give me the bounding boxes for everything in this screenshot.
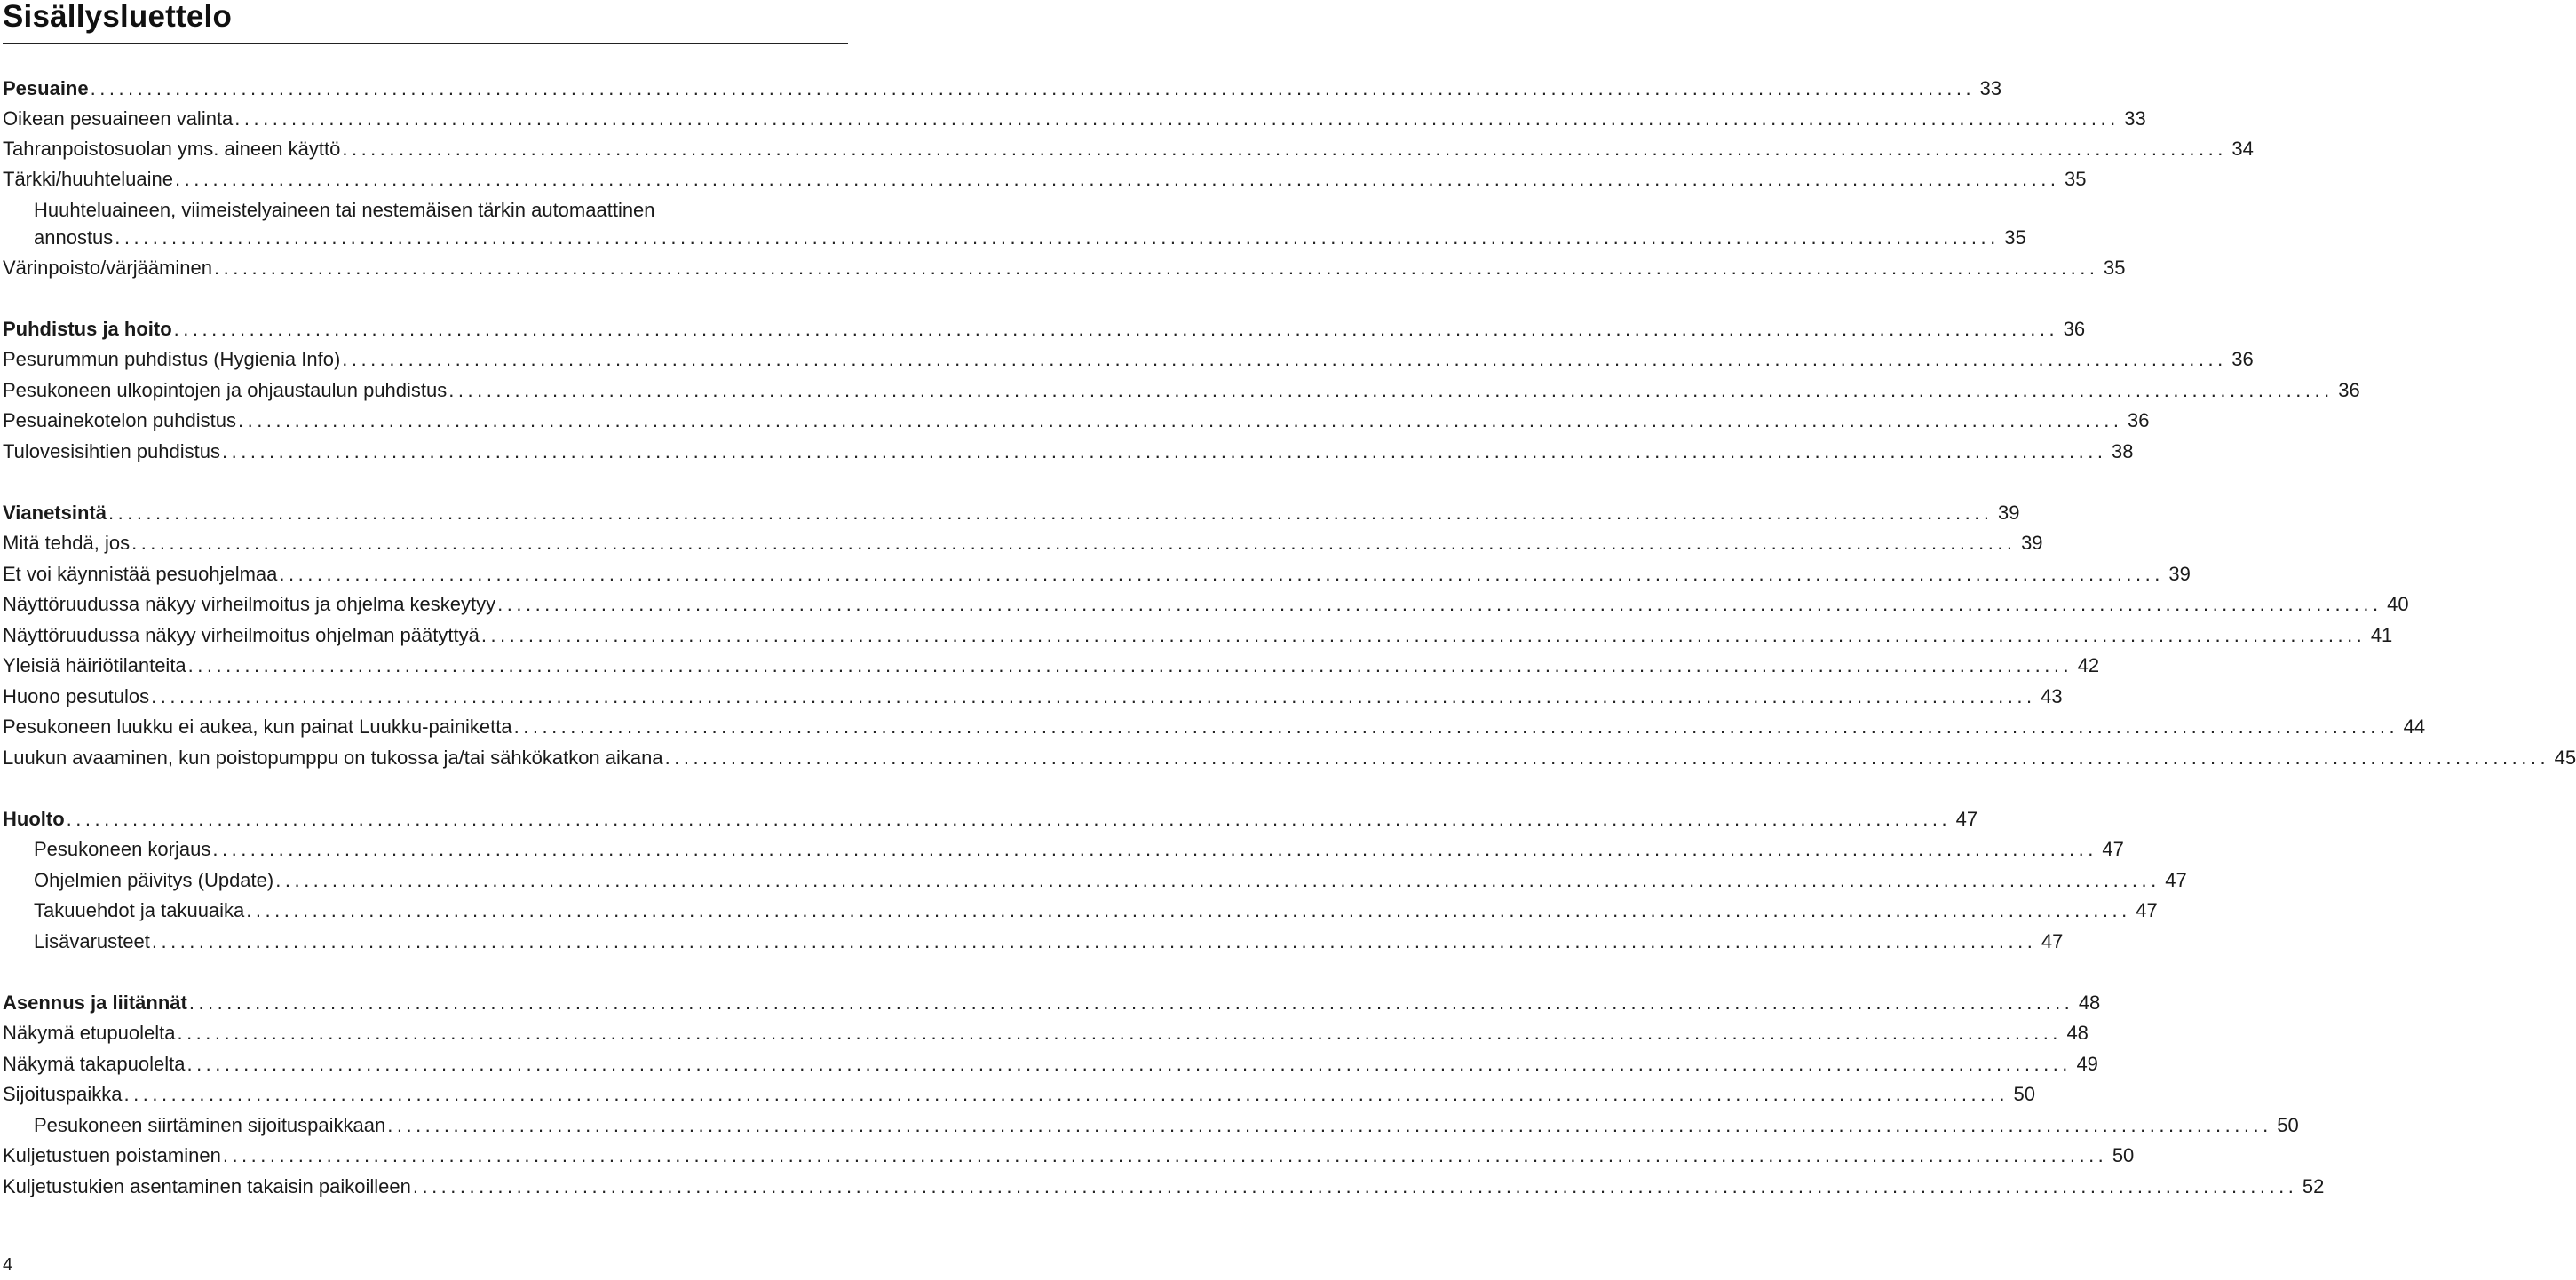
toc-entry[interactable]: [3, 255, 2126, 281]
dot-leader: ........................................................................................................................................................................................................: [175, 168, 2060, 190]
page-title: Sisällysluettelo: [3, 0, 233, 34]
dot-leader: ........................................................................................................................................................................................................: [187, 654, 2073, 676]
dot-leader: ........................................................................................................................................................................................................: [480, 624, 2366, 646]
dot-leader: ........................................................................................................................................................................................................: [107, 502, 1993, 524]
toc-entry-page: 45: [2554, 747, 2576, 769]
toc-entry[interactable]: [3, 1112, 2299, 1139]
toc-entry-page: 39: [1997, 502, 2020, 524]
title-divider: [3, 43, 848, 44]
toc-entry-page: 36: [2063, 318, 2086, 340]
toc-entry-label: Asennus ja liitännät: [3, 992, 187, 1014]
toc-entry-page: 35: [2065, 168, 2087, 190]
toc-entry-label: Pesukoneen luukku ei aukea, kun painat Luukku-painiketta: [3, 715, 512, 738]
toc-section-heading[interactable]: [3, 75, 2002, 102]
toc-entry[interactable]: [3, 1173, 2325, 1200]
toc-entry-label: Pesuaine: [3, 77, 89, 99]
toc-entry[interactable]: [3, 166, 2087, 193]
dot-leader: ........................................................................................................................................................................................................: [664, 747, 2550, 769]
toc-entry-label: Huolto: [3, 808, 65, 830]
toc-entry[interactable]: [3, 1020, 2089, 1047]
toc-entry-page: 38: [2111, 440, 2134, 462]
toc-entry-page: 49: [2076, 1053, 2098, 1075]
toc-entry-label: Näkymä etupuolelta: [3, 1022, 176, 1044]
toc-entry-page: 39: [2021, 532, 2043, 554]
dot-leader: ........................................................................................................................................................................................................: [342, 348, 2227, 370]
toc-entry[interactable]: [3, 867, 2187, 894]
toc-entry-label: Tahranpoistosuolan yms. aineen käyttö: [3, 138, 341, 160]
toc-entry-label: Puhdistus ja hoito: [3, 318, 172, 340]
toc-entry-page: 39: [2168, 563, 2191, 585]
toc-entry-label: Pesukoneen ulkopintojen ja ohjaustaulun puhdistus: [3, 379, 448, 401]
toc-entry-page: 48: [2078, 992, 2101, 1014]
dot-leader: ........................................................................................................................................................................................................: [186, 1053, 2072, 1075]
toc-entry-label: Värinpoisto/värjääminen: [3, 257, 213, 279]
toc-entry[interactable]: [3, 928, 2064, 955]
toc-entry-page: 33: [1979, 77, 2002, 99]
dot-leader: ........................................................................................................................................................................................................: [214, 257, 2099, 279]
toc-entry-label: Näkymä takapuolelta: [3, 1053, 186, 1075]
toc-entry-label: Tulovesisihtien puhdistus: [3, 440, 220, 462]
dot-leader: ........................................................................................................................................................................................................: [151, 685, 2036, 707]
toc-entry[interactable]: [3, 1142, 2135, 1169]
dot-leader: ........................................................................................................................................................................................................: [246, 899, 2131, 921]
toc-section-heading[interactable]: [3, 990, 2101, 1016]
dot-leader: ........................................................................................................................................................................................................: [234, 107, 2120, 130]
toc-entry[interactable]: [3, 561, 2191, 588]
dot-leader: ........................................................................................................................................................................................................: [123, 1083, 2009, 1105]
toc-entry[interactable]: [3, 897, 2158, 924]
toc-section-heading[interactable]: [3, 316, 2086, 343]
toc-entry[interactable]: [3, 652, 2100, 679]
toc-entry-page: 35: [2004, 226, 2026, 249]
toc-entry-label: Pesurummun puhdistus (Hygienia Info): [3, 348, 341, 370]
dot-leader: ........................................................................................................................................................................................................: [90, 77, 1976, 99]
toc-entry-page: 44: [2403, 715, 2426, 738]
toc-entry-label: Yleisiä häiriötilanteita: [3, 654, 186, 676]
toc-entry-label: Huuhteluaineen, viimeistelyaineen tai nestemäisen tärkin automaattinen: [34, 199, 655, 221]
toc-entry-page: 35: [2104, 257, 2126, 279]
dot-leader: ........................................................................................................................................................................................................: [222, 1144, 2108, 1166]
toc-entry-page: 48: [2066, 1022, 2089, 1044]
toc-entry[interactable]: [3, 1051, 2098, 1078]
dot-leader: ........................................................................................................................................................................................................: [387, 1114, 2272, 1136]
toc-entry-label: Luukun avaaminen, kun poistopumppu on tukossa ja/tai sähkökatkon aikana: [3, 747, 663, 769]
toc-entry-page: 47: [2102, 838, 2124, 860]
toc-entry-label: Kuljetustukien asentaminen takaisin paikoilleen: [3, 1175, 411, 1197]
dot-leader: ........................................................................................................................................................................................................: [188, 992, 2074, 1014]
toc-entry[interactable]: [3, 745, 2576, 771]
toc-entry-page: 43: [2041, 685, 2063, 707]
dot-leader: ........................................................................................................................................................................................................: [342, 138, 2227, 160]
toc-entry-label: Pesuainekotelon puhdistus: [3, 409, 236, 431]
dot-leader: ........................................................................................................................................................................................................: [275, 869, 2160, 891]
dot-leader: ........................................................................................................................................................................................................: [131, 532, 2017, 554]
toc-section-heading[interactable]: [3, 500, 2020, 526]
toc-entry-page: 50: [2277, 1114, 2299, 1136]
toc-entry[interactable]: [3, 346, 2254, 373]
toc-entry[interactable]: [3, 683, 2063, 710]
dot-leader: ........................................................................................................................................................................................................: [212, 838, 2097, 860]
toc-entry-label: Tärkki/huuhteluaine: [3, 168, 174, 190]
dot-leader: ........................................................................................................................................................................................................: [412, 1175, 2298, 1197]
toc-entry-page: 34: [2231, 138, 2254, 160]
toc-entry[interactable]: [3, 106, 2146, 132]
toc-entry-page: 42: [2077, 654, 2100, 676]
toc-entry-label: Pesukoneen korjaus: [34, 838, 211, 860]
toc-entry-label: Huono pesutulos: [3, 685, 150, 707]
toc-entry[interactable]: [3, 530, 2043, 557]
toc-entry-label: Vianetsintä: [3, 502, 107, 524]
toc-entry[interactable]: [3, 407, 2150, 434]
toc-entry[interactable]: [3, 377, 2360, 404]
toc-entry-label: annostus: [34, 226, 114, 249]
toc-entry[interactable]: [3, 225, 2026, 251]
dot-leader: ........................................................................................................................................................................................................: [66, 808, 1952, 830]
toc-entry[interactable]: [3, 714, 2426, 740]
dot-leader: ........................................................................................................................................................................................................: [237, 409, 2123, 431]
toc-entry-page: 36: [2338, 379, 2360, 401]
dot-leader: ........................................................................................................................................................................................................: [222, 440, 2107, 462]
toc-entry-page: 50: [2013, 1083, 2035, 1105]
toc-entry-page: 36: [2127, 409, 2150, 431]
toc-entry-label: Takuuehdot ja takuuaika: [34, 899, 245, 921]
toc-entry-page: 41: [2370, 624, 2393, 646]
dot-leader: ........................................................................................................................................................................................................: [115, 226, 2000, 249]
toc-entry-label: Näyttöruudussa näkyy virheilmoitus ja ohjelma keskeytyy: [3, 593, 496, 615]
toc-entry-label: Kuljetustuen poistaminen: [3, 1144, 221, 1166]
toc-entry[interactable]: [3, 197, 848, 224]
toc-entry[interactable]: [3, 439, 2134, 465]
dot-leader: ........................................................................................................................................................................................................: [173, 318, 2059, 340]
toc-entry-page: 47: [2165, 869, 2187, 891]
toc-entry-page: 36: [2231, 348, 2254, 370]
dot-leader: ........................................................................................................................................................................................................: [279, 563, 2164, 585]
toc-entry[interactable]: [3, 836, 2124, 863]
toc-entry-page: 50: [2112, 1144, 2135, 1166]
toc-entry-page: 47: [1955, 808, 1978, 830]
dot-leader: ........................................................................................................................................................................................................: [151, 930, 2037, 952]
toc-entry-label: Lisävarusteet: [34, 930, 150, 952]
toc-entry-label: Pesukoneen siirtäminen sijoituspaikkaan: [34, 1114, 386, 1136]
dot-leader: ........................................................................................................................................................................................................: [448, 379, 2334, 401]
toc-entry-label: Et voi käynnistää pesuohjelmaa: [3, 563, 278, 585]
toc-entry-page: 47: [2041, 930, 2064, 952]
toc-entry-label: Oikean pesuaineen valinta: [3, 107, 234, 130]
toc-entry[interactable]: [3, 591, 2409, 618]
dot-leader: ........................................................................................................................................................................................................: [497, 593, 2382, 615]
dot-leader: ........................................................................................................................................................................................................: [513, 715, 2399, 738]
toc-entry-label: Sijoituspaikka: [3, 1083, 123, 1105]
toc-entry-label: Näyttöruudussa näkyy virheilmoitus ohjelman päätyttyä: [3, 624, 480, 646]
toc-entry[interactable]: [3, 622, 2393, 649]
toc-entry[interactable]: [3, 136, 2254, 162]
toc-entry[interactable]: [3, 1081, 2035, 1108]
page-number: 4: [3, 1255, 13, 1275]
toc-entry-page: 52: [2302, 1175, 2325, 1197]
dot-leader: ........................................................................................................................................................................................................: [177, 1022, 2062, 1044]
toc-entry-page: 40: [2387, 593, 2409, 615]
toc-entry-label: Mitä tehdä, jos: [3, 532, 131, 554]
toc-entry-page: 33: [2124, 107, 2146, 130]
toc-entry-page: 47: [2136, 899, 2158, 921]
toc-entry-label: Ohjelmien päivitys (Update): [34, 869, 274, 891]
toc-section-heading[interactable]: [3, 806, 1978, 833]
